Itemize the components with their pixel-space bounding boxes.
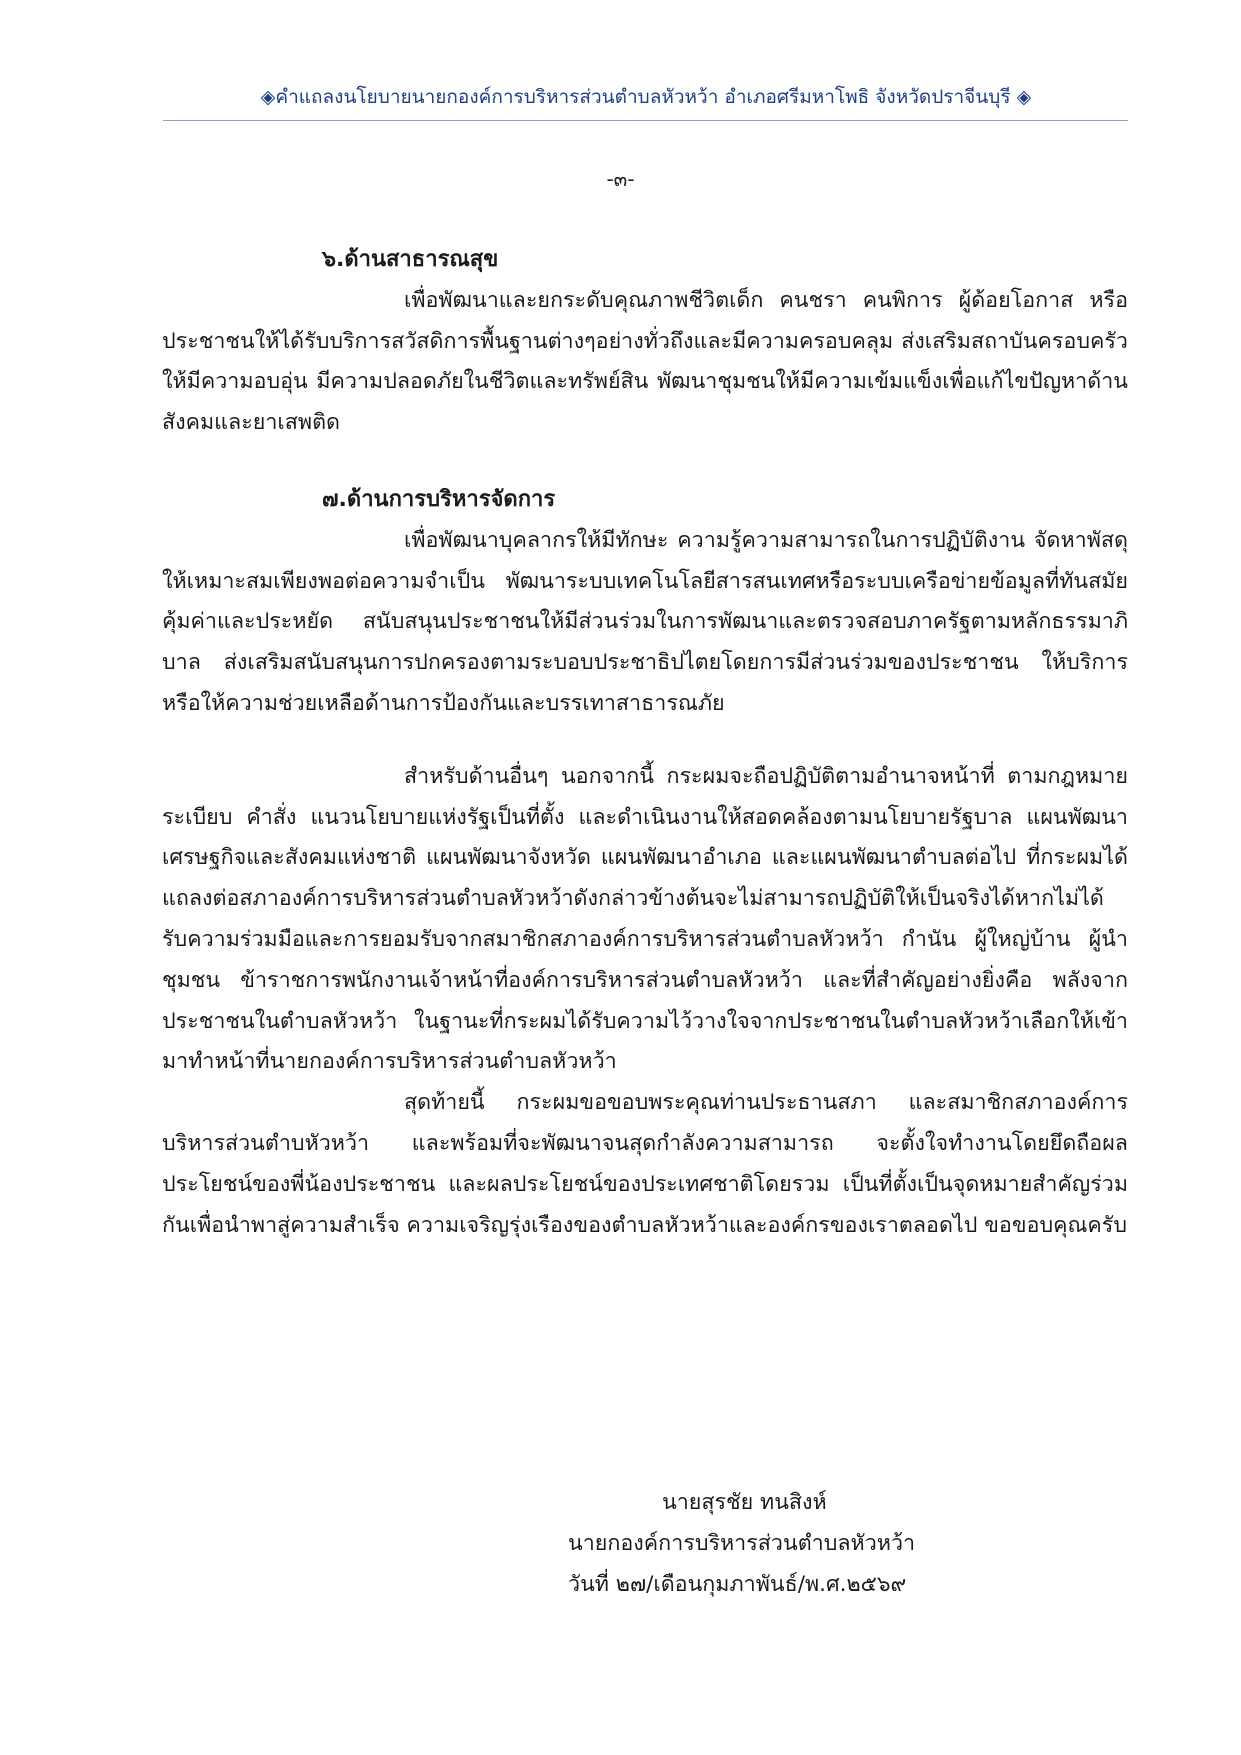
section-spacer [162, 444, 1128, 480]
section-heading-administration: ๗.ด้านการบริหารจัดการ [322, 486, 556, 512]
signatory-position: นายกองค์การบริหารส่วนตำบลหัวหว้า [568, 1531, 916, 1556]
header-divider [163, 120, 1128, 121]
signature-date: วันที่ ๒๗/เดือนกุมภาพันธ์/พ.ศ.๒๕๖๙ [568, 1572, 907, 1597]
page-number: -๓- [606, 167, 635, 191]
section-body-administration: เพื่อพัฒนาบุคลากรให้มีทักษะ ความรู้ความสามารถในการปฏิบัติงาน จัดหาพัสดุให้เหมาะสมเพียงพอต่อความจำเป็น พัฒนาระบบเทคโนโลยีสารสนเทศหรือระบบเครือข่ายข้อมูลที่ทันสมัย คุ้มค่าและประหยัด สนับสนุนประชาชนให้มีส่วนร่วมในการพัฒนาและตรวจสอบภาครัฐตามหลักธรรมาภิบาล ส่งเสริมสนับสนุนการปกครองตามระบอบประชาธิปไตยโดยการมีส่วนร่วมของประชาชน ให้บริการหรือให้ความช่วยเหลือด้านการป้องกันและบรรเทาสาธารณภัย [162, 527, 1128, 716]
section-spacer [162, 725, 1128, 757]
section-heading-public-health: ๖.ด้านสาธารณสุข [322, 247, 499, 272]
document-body [162, 240, 1128, 1246]
closing-paragraph-other-areas: สำหรับด้านอื่นๆ นอกจากนี้ กระผมจะถือปฏิบัติตามอำนาจหน้าที่ ตามกฎหมาย ระเบียบ คำสั่ง แนวนโยบายแห่งรัฐเป็นที่ตั้ง และดำเนินงานให้สอดคล้องตามนโยบายรัฐบาล แผนพัฒนาเศรษฐกิจและสังคมแห่งชาติ แผนพัฒนาจังหวัด แผนพัฒนาอำเภอ และแผนพัฒนาตำบลต่อไป ที่กระผมได้แถลงต่อสภาองค์การบริหารส่วนตำบลหัวหว้าดังกล่าวข้างต้นจะไม่สามารถปฏิบัติให้เป็นจริงได้หากไม่ได้รับความร่วมมือและการยอมรับจากสมาชิกสภาองค์การบริหารส่วนตำบลหัวหว้า กำนัน ผู้ใหญ่บ้าน ผู้นำชุมชน ข้าราชการพนักงานเจ้าหน้าที่องค์การบริหารส่วนตำบลหัวหว้า และที่สำคัญอย่างยิ่งคือ พลังจากประชาชนในตำบลหัวหว้า ในฐานะที่กระผมได้รับความไว้วางใจจากประชาชนในตำบลหัวหว้าเลือกให้เข้ามาทำหน้าที่นายกองค์การบริหารส่วนตำบลหัวหว้า [162, 763, 1128, 1075]
closing-paragraph-thanks: สุดท้ายนี้ กระผมขอขอบพระคุณท่านประธานสภา และสมาชิกสภาองค์การบริหารส่วนตำบหัวหว้า และพร้อมที่จะพัฒนาจนสุดกำลังความสามารถ จะตั้งใจทำงานโดยยึดถือผลประโยชน์ของพี่น้องประชาชน และผลประโยชน์ของประเทศชาติโดยรวม เป็นที่ตั้งเป็นจุดหมายสำคัญร่วมกันเพื่อนำพาสู่ความสำเร็จ ความเจริญรุ่งเรืองของตำบลหัวหว้าและองค์กรของเราตลอดไป ขอขอบคุณครับ [162, 1090, 1128, 1238]
signatory-name: นายสุรชัย ทนสิงห์ [662, 1490, 827, 1515]
running-header: ◈คำแถลงนโยบายนายกองค์การบริหารส่วนตำบลหัวหว้า อำเภอศรีมหาโพธิ จังหวัดปราจีนบุรี ◈ [260, 86, 1032, 108]
section-body-public-health: เพื่อพัฒนาและยกระดับคุณภาพชีวิตเด็ก คนชรา คนพิการ ผู้ด้อยโอกาส หรือประชาชนให้ได้รับบริการสวัสดิการพื้นฐานต่างๆอย่างทั่วถึงและมีความครอบคลุม ส่งเสริมสถาบันครอบครัวให้มีความอบอุ่น มีความปลอดภัยในชีวิตและทรัพย์สิน พัฒนาชุมชนให้มีความเข้มแข็งเพื่อแก้ไขปัญหาด้านสังคมและยาเสพติด [162, 287, 1128, 436]
signature-block [560, 1482, 1000, 1605]
